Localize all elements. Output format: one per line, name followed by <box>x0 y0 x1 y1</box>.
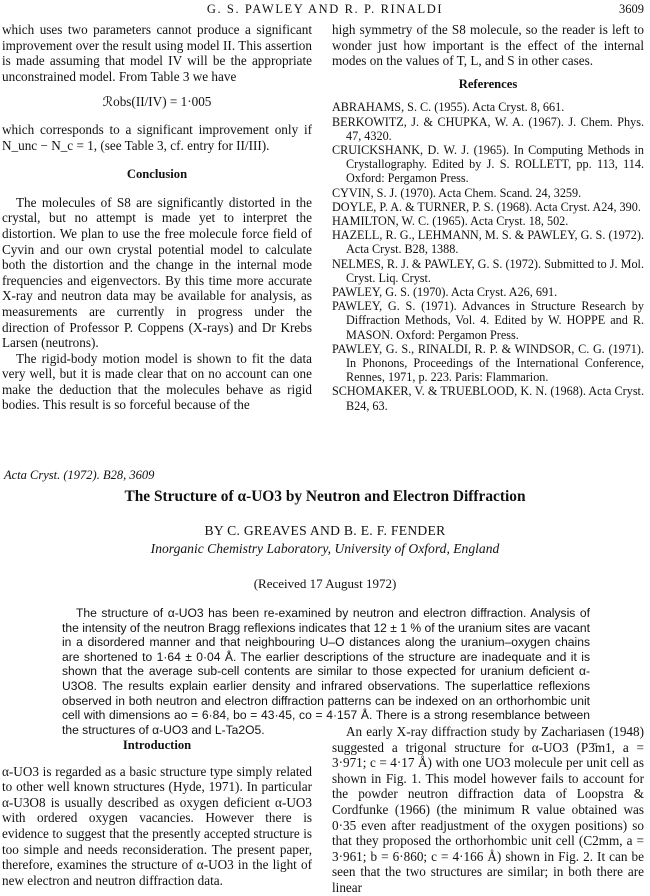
reference-item: PAWLEY, G. S. (1970). Acta Cryst. A26, 691. <box>332 285 558 300</box>
header-authors: G. S. PAWLEY AND R. P. RINALDI <box>206 2 444 16</box>
paragraph: high symmetry of the S8 molecule, so the reader is left to wonder just how important is the effect of the internal modes on the values of T, L, and S in other cases. <box>332 22 644 69</box>
article-affiliation: Inorganic Chemistry Laboratory, University of Oxford, England <box>150 541 500 556</box>
reference-list <box>332 100 644 412</box>
left-column-bottom <box>2 738 312 888</box>
reference-item: CRUICKSHANK, D. W. J. (1965). In Computing Methods in Crystallography. Edited by J. S. ROLLETT, pp. 113, 114. Oxford: Pergamon Press. <box>332 142 644 186</box>
article-title: The Structure of α-UO3 by Neutron and Electron Diffraction <box>124 488 526 505</box>
page-number: 3609 <box>619 2 644 16</box>
abstract: The structure of α-UO3 has been re-examined by neutron and electron diffraction. Analysis of the intensity of the neutron Bragg reflexions indicates that 12 ± 1 % of the uranium sites are vacant in a disordered manner and that neighbouring U–O distances along the uranium–oxygen chains are shortened to 1·64 ± 0·04 Å. The earlier descriptions of the structure are inadequate and it is shown that the average sub-cell contents are similar to those expected for uranium deficient α-U3O8. The results explain earlier density and infrared observations. The superlattice reflexions observed in both neutron and electron diffraction patterns can be indexed on an orthorhombic unit cell with dimensions ao = 6·84, bo = 43·45, co = 4·157 Å. There is a strong resemblance between the structures of α-UO3 and L-Ta2O5. <box>62 606 590 737</box>
paragraph: The molecules of S8 are significantly distorted in the crystal, but no attempt is made yet to interpret the distortion. We plan to use the free molecule force field of Cyvin and our own crystal potential model to calculate both the distortion and the change in the internal mode frequencies and eigenvectors. By this time more accurate X-ray and neutron data may be available for analysis, as measurements are currently in progress under the direction of Professor P. Coppens (X-rays) and Dr Krebs Larsen (neutrons). <box>2 194 312 351</box>
section-heading-references: References <box>458 76 518 91</box>
reference-item: SCHOMAKER, V. & TRUEBLOOD, K. N. (1968). Acta Cryst. B24, 63. <box>332 384 644 413</box>
paragraph: which uses two parameters cannot produce a significant improvement over the result using model II. This assertion is made assuming that model IV will be the appropriate unconstrained model. From Table 3 we have <box>2 22 312 84</box>
paragraph: which corresponds to a significant improvement only if N_unc − N_c = 1, (see Table 3, cf. entry for II/III). <box>2 121 312 153</box>
reference-item: CYVIN, S. J. (1970). Acta Chem. Scand. 24, 3259. <box>332 185 582 200</box>
right-column-bottom <box>332 724 644 896</box>
paragraph: The rigid-body motion model is shown to fit the data very well, but it is made clear that on no account can one make the deduction that the molecules behave as rigid bodies. This result is so forceful because of the <box>2 350 312 413</box>
reference-item: PAWLEY, G. S. (1971). Advances in Structure Research by Diffraction Methods, Vol. 4. Edited by W. HOPPE and R. MASON. Oxford: Pergamon Press. <box>332 299 644 342</box>
reference-item: ABRAHAMS, S. C. (1955). Acta Cryst. 8, 661. <box>332 100 565 115</box>
journal-citation: Acta Cryst. (1972). B28, 3609 <box>4 468 155 482</box>
received-date: (Received 17 August 1972) <box>253 576 397 591</box>
article-authors: BY C. GREAVES AND B. E. F. FENDER <box>204 523 446 538</box>
reference-item: HAZELL, R. G., LEHMANN, M. S. & PAWLEY, G. S. (1972). Acta Cryst. B28, 1388. <box>332 228 644 257</box>
section-heading-introduction: Introduction <box>122 738 192 752</box>
left-column-top <box>2 22 312 413</box>
running-header <box>0 0 650 22</box>
paragraph: An early X-ray diffraction study by Zachariasen (1948) suggested a trigonal structure for α-UO3 (P3̄m1, a = 3·971; c = 4·17 Å) with one UO3 molecule per unit cell as shown in Fig. 1. This model however fails to account for the powder neutron diffraction data of Loopstra & Cordfunke (1966) (the minimum R value obtained was 0·35 even after readjustment of the oxygen positions) so that they proposed the orthorhombic unit cell (C2mm, a = 3·961; b = 6·860; c = 4·166 Å) shown in Fig. 2. It can be seen that the two structures are similar; in both there are linear <box>332 724 644 895</box>
right-column-top <box>332 22 644 413</box>
reference-item: PAWLEY, G. S., RINALDI, R. P. & WINDSOR, C. G. (1971). In Phonons, Proceedings of the International Conference, Rennes, 1971, p. 223. Paris: Flammarion. <box>332 341 644 385</box>
section-heading-conclusion: Conclusion <box>126 167 188 182</box>
reference-item: HAMILTON, W. C. (1965). Acta Cryst. 18, 502. <box>332 214 569 228</box>
paragraph: α-UO3 is regarded as a basic structure type simply related to other well known structures (Hyde, 1971). In particular α-U3O8 is usually described as oxygen deficient α-UO3 with ordered oxygen vacancies. However there is evidence to suggest that the presently accepted structure is too simple and needs reconsideration. The present paper, therefore, examines the structure of α-UO3 in the light of new electron and neutron diffraction data. <box>2 763 312 888</box>
equation: ℛobs(II/IV) = 1·005 <box>102 94 212 110</box>
reference-item: NELMES, R. J. & PAWLEY, G. S. (1972). Submitted to J. Mol. Cryst. Liq. Cryst. <box>332 256 644 285</box>
reference-item: BERKOWITZ, J. & CHUPKA, W. A. (1967). J. Chem. Phys. 47, 4320. <box>332 114 644 143</box>
reference-item: DOYLE, P. A. & TURNER, P. S. (1968). Acta Cryst. A24, 390. <box>332 199 641 214</box>
